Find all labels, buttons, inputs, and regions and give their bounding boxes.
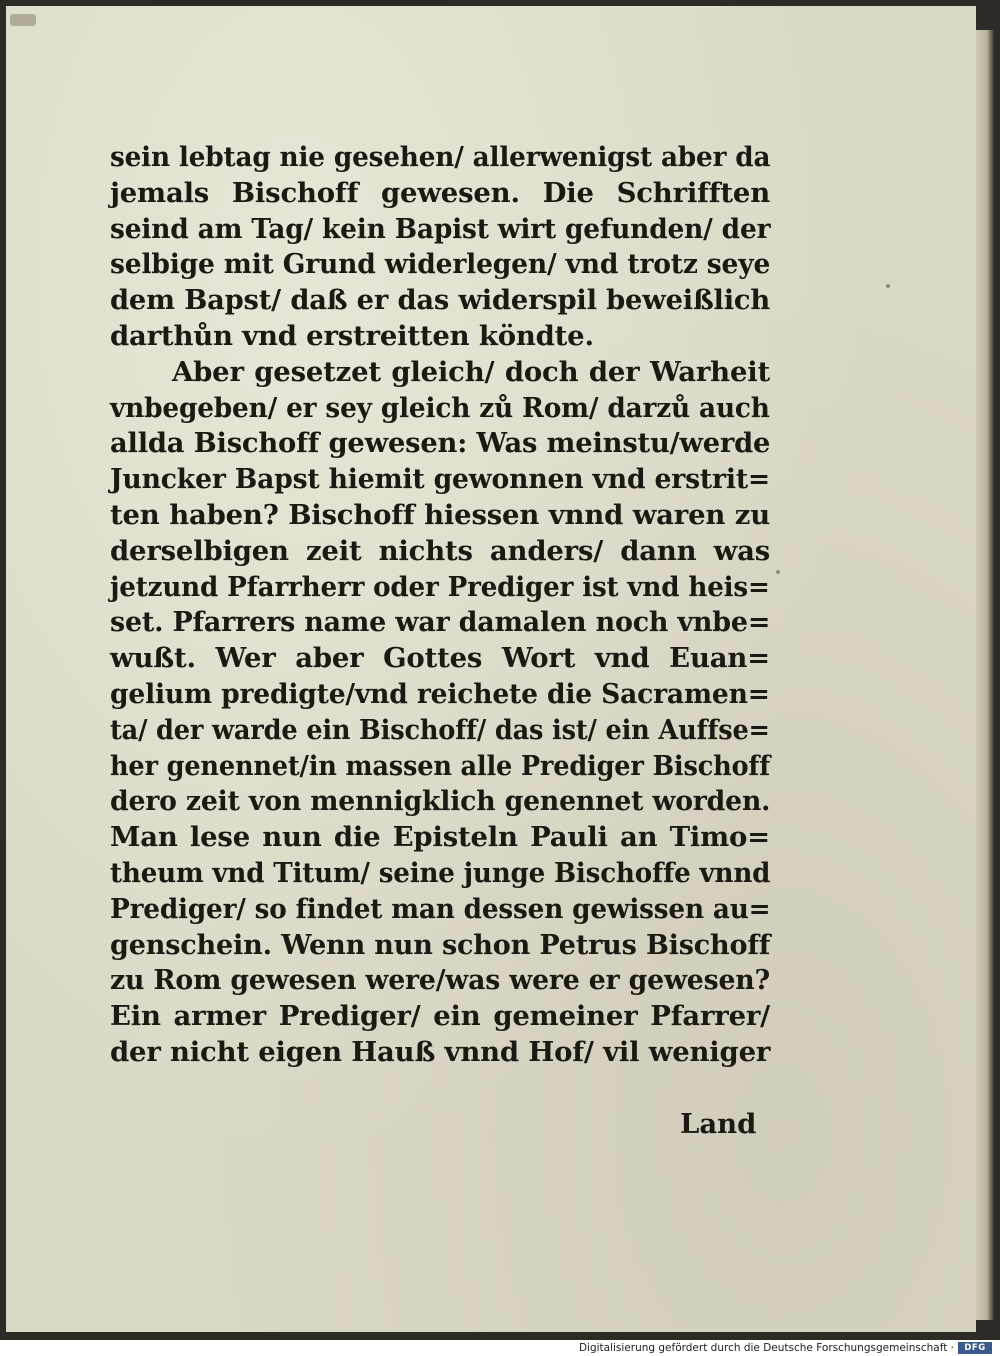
page-edge xyxy=(976,30,994,1320)
text-line: set. Pfarrers name war damalen noch vnbe= xyxy=(110,606,771,639)
text-line: selbige mit Grund widerlegen/ vnd trotz seye xyxy=(110,248,771,281)
dfg-logo: DFG xyxy=(958,1342,992,1354)
text-line: Prediger/ so findet man dessen gewissen au= xyxy=(110,892,771,925)
text-line: der nicht eigen Hauß vnnd Hof/ vil weniger xyxy=(110,1035,771,1068)
funding-credit: Digitalisierung gefördert durch die Deutsche Forschungsgemeinschaft · xyxy=(578,1342,954,1354)
text-line: ta/ der warde ein Bischoff/ das ist/ ein Auffse= xyxy=(110,713,770,746)
text-line: ten haben? Bischoff hiessen vnnd waren zu xyxy=(110,498,770,531)
text-line: derselbigen zeit nichts anders/ dann was xyxy=(110,534,770,567)
text-line: zu Rom gewesen were/was were er gewesen? xyxy=(110,964,770,997)
paper-speck xyxy=(886,284,890,288)
body-text xyxy=(110,140,770,1071)
text-line: genschein. Wenn nun schon Petrus Bischoff xyxy=(110,928,771,961)
text-line: gelium predigte/vnd reichete die Sacramen= xyxy=(110,677,770,710)
text-line: Aber gesetzet gleich/ doch der Warheit xyxy=(172,355,770,388)
text-line: Ein armer Prediger/ ein gemeiner Pfarrer/ xyxy=(110,1000,770,1033)
text-line: vnbegeben/ er sey gleich zů Rom/ darzů auch xyxy=(110,391,770,424)
text-line: wußt. Wer aber Gottes Wort vnd Euan= xyxy=(110,642,770,675)
text-line: allda Bischoff gewesen: Was meinstu/werde xyxy=(110,427,771,460)
corner-stamp xyxy=(10,14,36,26)
text-line: jemals Bischoff gewesen. Die Schrifften xyxy=(110,176,770,209)
paper-speck xyxy=(776,570,780,574)
text-line: sein lebtag nie gesehen/ allerwenigst aber da xyxy=(110,141,771,173)
text-line: theum vnd Titum/ seine junge Bischoffe vnnd xyxy=(110,856,771,889)
footer-bar xyxy=(0,1340,1000,1356)
text-line: darthůn vnd erstreitten köndte. xyxy=(110,319,594,352)
text-line: dem Bapst/ daß er das widerspil beweißlich xyxy=(110,284,771,317)
text-line: jetzund Pfarrherr oder Prediger ist vnd heis= xyxy=(110,570,770,603)
text-line: dero zeit von mennigklich genennet worden. xyxy=(110,785,771,818)
text-line: Man lese nun die Episteln Pauli an Timo= xyxy=(110,821,770,854)
text-line: seind am Tag/ kein Bapist wirt gefunden/ der xyxy=(110,212,771,245)
text-line: her genennet/in massen alle Prediger Bischoff xyxy=(110,749,771,782)
catchword: Land xyxy=(680,1108,757,1140)
text-line: Juncker Bapst hiemit gewonnen vnd erstrit= xyxy=(110,463,771,496)
